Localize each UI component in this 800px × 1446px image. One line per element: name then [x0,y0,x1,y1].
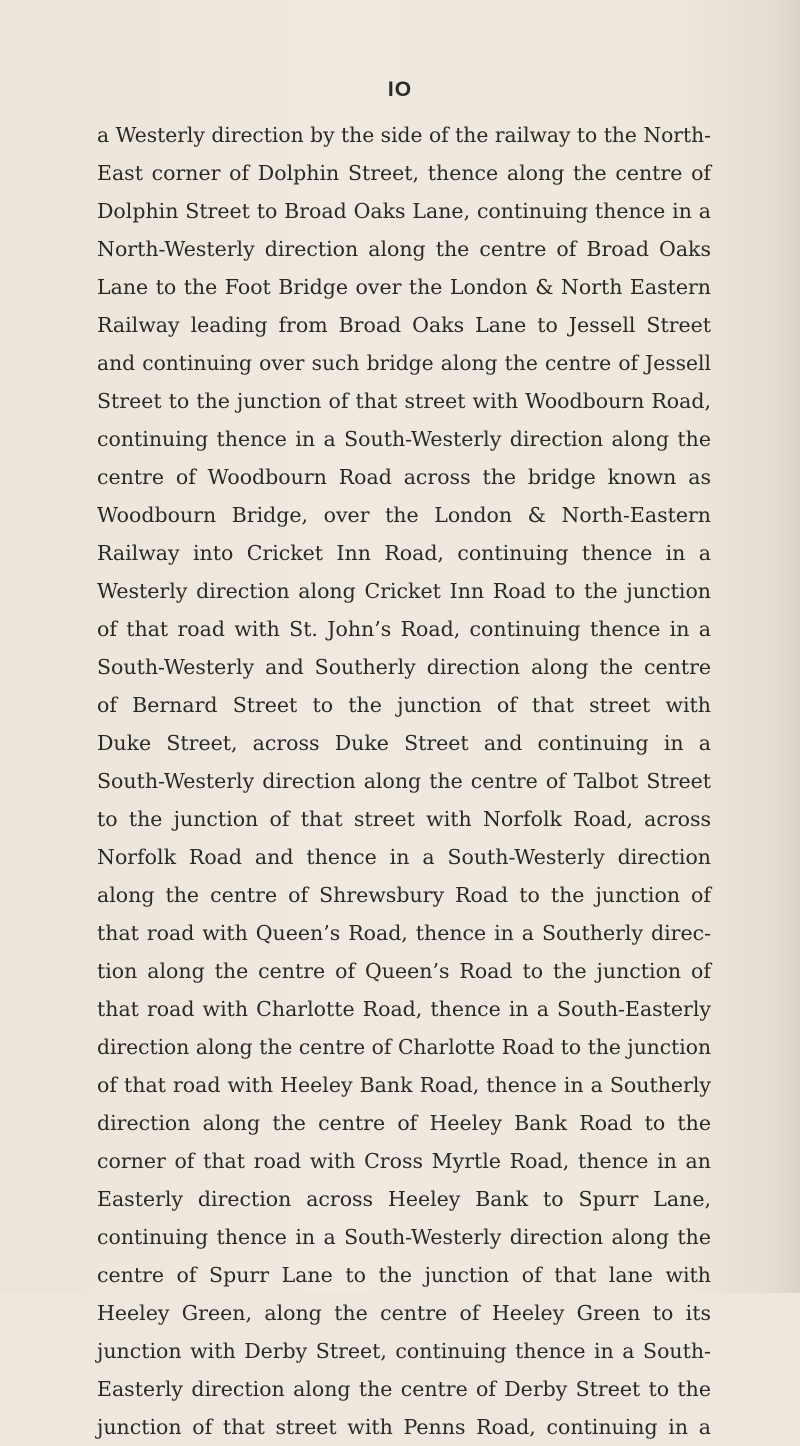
text-line: North-Westerly direction along the centre of Broad Oaks [97,237,711,261]
text-line: Lane to the Foot Bridge over the London & North Eastern [97,275,711,299]
text-line: direction along the centre of Charlotte Road to the junction [97,1035,711,1059]
text-line: continuing thence in a South-Westerly direction along the [97,1225,711,1249]
body-text [97,116,711,1446]
text-line: South-Westerly and Southerly direction along the centre [97,655,711,679]
text-line: junction with Derby Street, continuing thence in a South- [97,1339,711,1363]
text-line: Street to the junction of that street with Woodbourn Road, [97,389,711,413]
text-line: Heeley Green, along the centre of Heeley Green to its [97,1301,711,1325]
text-line: corner of that road with Cross Myrtle Road, thence in an [97,1149,711,1173]
text-line: direction along the centre of Heeley Bank Road to the [97,1111,711,1135]
text-line: East corner of Dolphin Street, thence along the centre of [97,161,711,185]
text-line: continuing thence in a South-Westerly direction along the [97,427,711,451]
text-line: Duke Street, across Duke Street and continuing in a [97,731,711,755]
text-line: a Westerly direction by the side of the railway to the North- [97,123,711,147]
text-line: centre of Woodbourn Road across the bridge known as [97,465,711,489]
text-line: of that road with Heeley Bank Road, thence in a Southerly [97,1073,711,1097]
text-line: to the junction of that street with Norfolk Road, across [97,807,711,831]
text-line: tion along the centre of Queen’s Road to the junction of [97,959,711,983]
text-line: Norfolk Road and thence in a South-Westerly direction [97,845,711,869]
text-line: centre of Spurr Lane to the junction of that lane with [97,1263,711,1287]
text-line: along the centre of Shrewsbury Road to the junction of [97,883,711,907]
text-line: Woodbourn Bridge, over the London & North-Eastern [97,503,711,527]
text-line: Easterly direction along the centre of Derby Street to the [97,1377,711,1401]
text-line: Railway leading from Broad Oaks Lane to Jessell Street [97,313,711,337]
text-line: that road with Queen’s Road, thence in a Southerly direc- [97,921,711,945]
text-line: Westerly direction along Cricket Inn Road to the junction [97,579,711,603]
text-line: Dolphin Street to Broad Oaks Lane, continuing thence in a [97,199,711,223]
text-line: Railway into Cricket Inn Road, continuing thence in a [97,541,711,565]
text-line: Easterly direction across Heeley Bank to Spurr Lane, [97,1187,711,1211]
text-line: junction of that street with Penns Road, continuing in a [97,1415,711,1439]
text-line: and continuing over such bridge along the centre of Jessell [97,351,711,375]
text-line: of Bernard Street to the junction of that street with [97,693,711,717]
text-line: of that road with St. John’s Road, continuing thence in a [97,617,711,641]
text-line: that road with Charlotte Road, thence in a South-Easterly [97,997,711,1021]
text-line: South-Westerly direction along the centre of Talbot Street [97,769,711,793]
page-number: IO [387,78,413,101]
